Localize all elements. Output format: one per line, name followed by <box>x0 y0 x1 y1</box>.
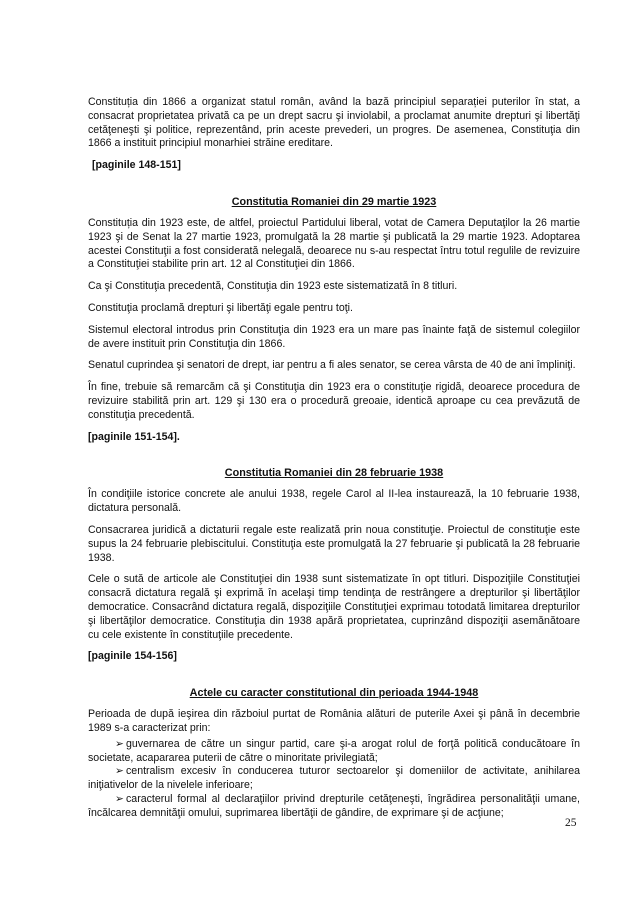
list-item <box>88 738 580 766</box>
list-item-text: caracterul formal al declaraţiilor privind drepturile cetăţeneşti, îngrădirea personalităţii umane, încălcarea demnităţii omului, suprimarea libertăţii de gândire, de exprimare şi de acţiune; <box>88 792 580 819</box>
list-item-text: centralism excesiv în conducerea tuturor sectoarelor şi domeniilor de activitate, anihilarea iniţiativelor de la nivelele inferioare; <box>88 765 580 792</box>
section-title-1923: Constitutia Romaniei din 29 martie 1923 <box>231 195 437 208</box>
section-title-1944-1948: Actele cu caracter constitutional din perioada 1944-1948 <box>189 687 479 700</box>
list-item-text: guvernarea de către un singur partid, care şi-a arogat rolul de forţă politică conducătoare în societate, acapararea puterii de către o minoritate privilegiată; <box>88 737 580 764</box>
paragraph: Sistemul electoral introdus prin Constituţia din 1923 era un mare pas înainte faţă de sistemul colegiilor de avere instituit prin Constituţia din 1866. <box>88 323 580 350</box>
paragraph: Constituția din 1923 este, de altfel, proiectul Partidului liberal, votat de Camera Deputaţilor la 26 martie 1923 şi de Senat la 27 martie 1923, promulgată la 28 martie şi publicată la 29 martie 1923. Adoptarea acestei Constituţii a fost considerată nelegală, deoarece nu s-au respectat întru totul regulile de revizuire a Constituţiei stabilite prin art. 12 al Constituţiei din 1866. <box>88 216 580 271</box>
page-reference: [paginile 151-154]. <box>88 430 180 443</box>
paragraph: Constituţia proclamă drepturi şi libertăţi egale pentru toţi. <box>88 301 353 314</box>
section-title-1938: Constitutia Romaniei din 28 februarie 1938 <box>224 467 444 480</box>
paragraph: Ca şi Constituţia precedentă, Constituţia din 1923 este sistematizată în 8 titluri. <box>88 280 458 293</box>
document-page <box>88 96 580 820</box>
arrow-bullet-icon: ➢ <box>115 737 124 750</box>
paragraph: Perioada de după ieşirea din războiul purtat de România alături de puterile Axei şi până în decembrie 1989 s-a caracterizat prin: <box>88 708 580 734</box>
intro-paragraph: Constituția din 1866 a organizat statul român, având la bază principiul separației puterilor în stat, a consacrat proprietatea privată ca pe un drept sacru şi inviolabil, a proclamat anumite drepturi şi libertăţi cetăţeneşti şi politice, reprezentând, prin aceste prevederi, un progres. De asemenea, Constituţia din 1866 a instituit principiul monarhiei străine ereditare. <box>88 96 580 150</box>
list-item <box>88 793 580 821</box>
arrow-bullet-icon: ➢ <box>115 765 124 778</box>
page-reference: [paginile 148-151] <box>92 159 181 172</box>
page-reference: [paginile 154-156] <box>88 650 177 663</box>
paragraph: În fine, trebuie să remarcăm că şi Constituţia din 1923 era o constituţie rigidă, deoarece procedura de revizuire stabilită prin art. 129 şi 130 era o procedură greoaie, identică aproape cu cea prevăzută de constituţia precedentă. <box>88 381 580 421</box>
paragraph: În condiţiile istorice concrete ale anului 1938, regele Carol al II-lea instaurează, la 10 februarie 1938, dictatura personală. <box>88 488 580 515</box>
bullet-list <box>88 738 580 821</box>
arrow-bullet-icon: ➢ <box>115 792 124 805</box>
paragraph: Senatul cuprindea şi senatori de drept, iar pentru a fi ales senator, se cerea vârsta de 40 de ani împliniţi. <box>88 359 576 372</box>
paragraph: Consacrarea juridică a dictaturii regale este realizată prin noua constituţie. Proiectul de constituţie este supus la 24 februarie plebiscitului. Constituţia este promulgată la 27 februarie şi publicată la 28 februarie 1938. <box>88 523 580 564</box>
paragraph: Cele o sută de articole ale Constituţiei din 1938 sunt sistematizate în opt titluri. Dispoziţiile Constituţiei consacră dictatura regală şi exprimă în acelaşi timp tendinţa de restrângere a drepturilor şi libertăţilor democratice. Consacrând dictatura regală, dispoziţiile Constituţiei exprimau totodată limitarea drepturilor şi libertăţilor democratice. Constituţia din 1938 apără proprietatea, cuprinzând dispoziţii asemănătoare cu cele existente în constituţiile precedente. <box>88 573 580 641</box>
page-number: 25 <box>565 817 577 829</box>
list-item <box>88 765 580 793</box>
